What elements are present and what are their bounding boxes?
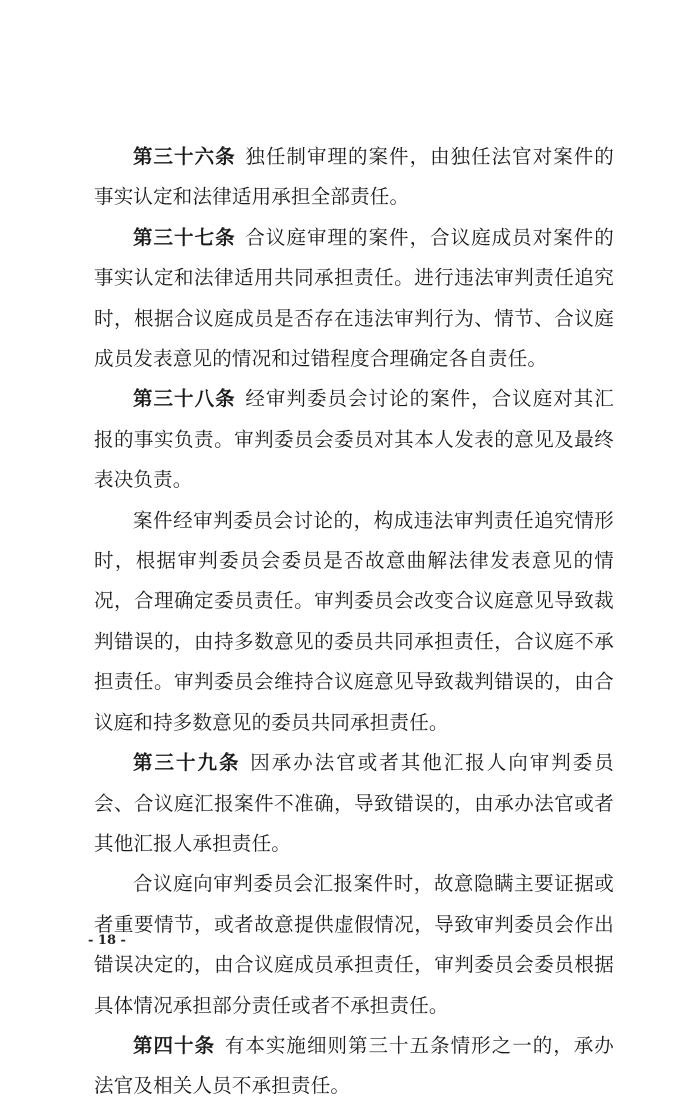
article-text: 有本实施细则第三十五条情形之一的，承办法官及相关人员不承担责任。 <box>94 1033 614 1098</box>
paragraph-article-38 <box>94 379 614 500</box>
article-text: 独任制审理的案件，由独任法官对案件的事实认定和法律适用承担全部责任。 <box>94 145 614 209</box>
article-heading: 第三十八条 <box>133 387 236 411</box>
article-heading: 第三十九条 <box>133 751 241 775</box>
article-text: 案件经审判委员会讨论的，构成违法审判责任追究情形时，根据审判委员会委员是否故意曲解法律发表意见的情况，合理确定委员责任。审判委员会改变合议庭意见导致裁判错误的，由持多数意见的委员共同承担责任，合议庭不承担责任。审判委员会维持合议庭意见导致裁判错误的，由合议庭和持多数意见的委员共同承担责任。 <box>94 508 614 734</box>
paragraph-article-38-part-2 <box>94 501 614 743</box>
article-text: 合议庭审理的案件，合议庭成员对案件的事实认定和法律适用共同承担责任。进行违法审判责任追究时，根据合议庭成员是否存在违法审判行为、情节、合议庭成员发表意见的情况和过错程度合理确定各自责任。 <box>94 225 614 371</box>
paragraph-article-36 <box>94 137 614 218</box>
document-body <box>94 137 614 1107</box>
paragraph-article-39-part-2 <box>94 864 614 1026</box>
article-heading: 第三十六条 <box>133 145 236 168</box>
article-heading: 第三十七条 <box>133 225 236 249</box>
article-text: 合议庭向审判委员会汇报案件时，故意隐瞒主要证据或者重要情节，或者故意提供虚假情况，导致审判委员会作出错误决定的，由合议庭成员承担责任，审判委员会委员根据具体情况承担部分责任或者不承担责任。 <box>94 872 614 1017</box>
paragraph-article-39 <box>94 743 614 864</box>
article-text: 经审判委员会讨论的案件，合议庭对其汇报的事实负责。审判委员会委员对其本人发表的意见及最终表决负责。 <box>94 387 614 492</box>
page-number: - 18 - <box>88 933 126 948</box>
paragraph-article-37 <box>94 218 614 380</box>
paragraph-article-40 <box>94 1026 614 1107</box>
article-heading: 第四十条 <box>133 1033 216 1057</box>
article-text: 因承办法官或者其他汇报人向审判委员会、合议庭汇报案件不准确，导致错误的，由承办法官或者其他汇报人承担责任。 <box>94 751 614 855</box>
